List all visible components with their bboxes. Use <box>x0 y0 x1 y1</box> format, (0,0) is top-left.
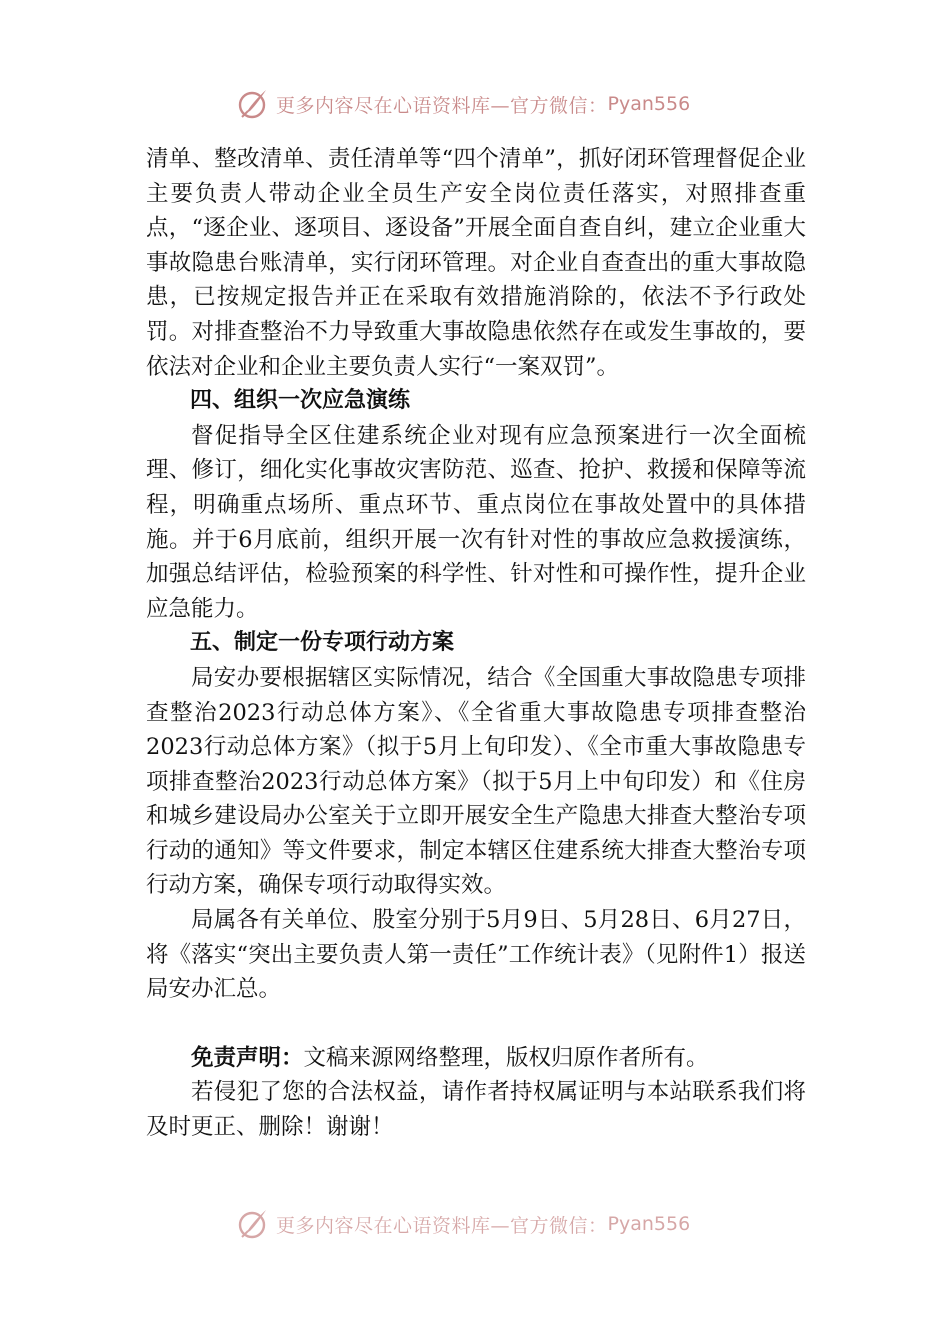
quill-logo-icon <box>236 87 270 121</box>
paragraph-action-plan: 局安办要根据辖区实际情况，结合《全国重大事故隐患专项排查整治2023行动总体方案》、《全省重大事故隐患专项排查整治2023行动总体方案》（拟于5月上旬印发）、《全市重大事故隐患专项排查整治2023行动总体方案》（拟于5月上中旬印发）和《住房和城乡建设局办公室关于立即开展安全生产隐患大排查大整治专项行动的通知》等文件要求，制定本辖区住建系统大排查大整治专项行动方案，确保专项行动取得实效。 <box>146 664 806 899</box>
watermark-text: 更多内容尽在心语资料库—官方微信： <box>276 1214 608 1237</box>
footer-watermark <box>236 1206 756 1242</box>
disclaimer-text-1: 文稿来源网络整理，版权归原作者所有。 <box>303 1044 709 1071</box>
watermark-wechat-id: Pyan556 <box>607 93 691 115</box>
disclaimer-line-1 <box>146 1041 806 1076</box>
quill-logo-icon <box>236 1207 270 1241</box>
header-watermark <box>236 86 756 122</box>
spacer <box>146 1007 806 1041</box>
paragraph-closing-management: 清单、整改清单、责任清单等“四个清单”，抓好闭环管理督促企业主要负责人带动企业全员生产安全岗位责任落实，对照排查重点，“逐企业、逐项目、逐设备”开展全面自查自纠，建立企业重大事故隐患台账清单，实行闭环管理。对企业自查查出的重大事故隐患，已按规定报告并正在采取有效措施消除的，依法不予行政处罚。对排查整治不力导致重大事故隐患依然存在或发生事故的，要依法对企业和企业主要负责人实行“一案双罚”。 <box>146 146 806 380</box>
section-heading-action-plan: 五、制定一份专项行动方案 <box>190 630 455 656</box>
paragraph-reporting-dates: 局属各有关单位、股室分别于5月9日、5月28日、6月27日，将《落实“突出主要负责人第一责任”工作统计表》（见附件1）报送局安办汇总。 <box>146 907 806 1003</box>
watermark-text: 更多内容尽在心语资料库—官方微信： <box>276 94 608 117</box>
disclaimer-label: 免责声明： <box>191 1044 304 1071</box>
section-heading-emergency-drill: 四、组织一次应急演练 <box>190 388 411 414</box>
document-body <box>146 142 806 1145</box>
disclaimer-line-2: 若侵犯了您的合法权益，请作者持权属证明与本站联系我们将及时更正、删除！谢谢！ <box>146 1079 806 1141</box>
paragraph-emergency-drill: 督促指导全区住建系统企业对现有应急预案进行一次全面梳理、修订，细化实化事故灾害防范、巡查、抢护、救援和保障等流程，明确重点场所、重点环节、重点岗位在事故处置中的具体措施。并于6月底前，组织开展一次有针对性的事故应急救援演练，加强总结评估，检验预案的科学性、针对性和可操作性，提升企业应急能力。 <box>146 422 806 622</box>
watermark-wechat-id: Pyan556 <box>607 1213 691 1235</box>
